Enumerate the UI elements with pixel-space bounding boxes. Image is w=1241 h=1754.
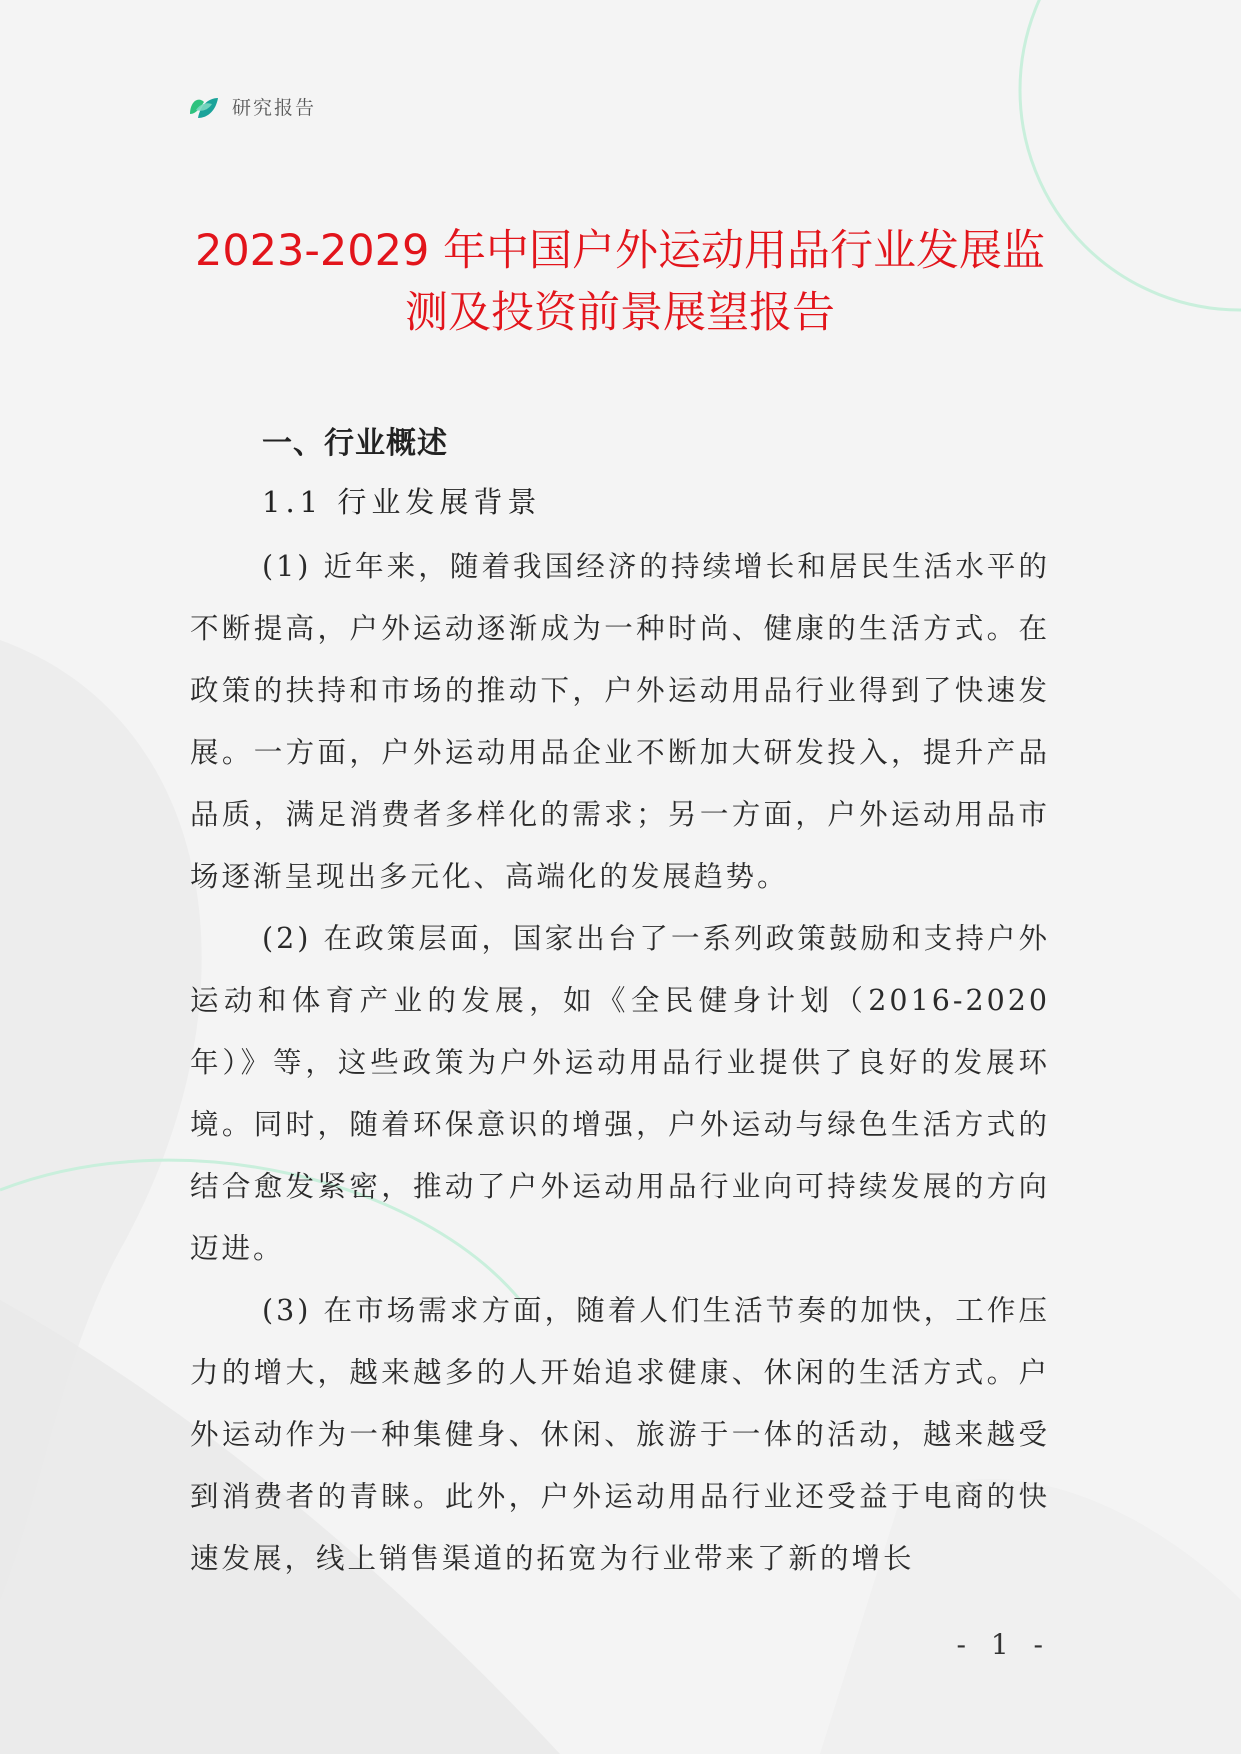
page-header (186, 86, 316, 126)
subsection-heading: 1.1 行业发展背景 (262, 485, 542, 519)
body-text (190, 536, 1050, 1590)
header-brand-text: 研究报告 (232, 96, 317, 119)
document-title (120, 220, 1120, 344)
document-title-line-1: 2023-2029 年中国户外运动用品行业发展监 (194, 226, 1046, 276)
document-title-line-2: 测及投资前景展望报告 (405, 288, 835, 338)
leaf-logo-icon (186, 88, 222, 124)
section-heading: 一、行业概述 (262, 426, 448, 461)
paragraph-3: (3) 在市场需求方面，随着人们生活节奏的加快，工作压力的增大，越来越多的人开始追求健康、休闲的生活方式。户外运动作为一种集健身、休闲、旅游于一体的活动，越来越受到消费者的青睐。此外，户外运动用品行业还受益于电商的快速发展，线上销售渠道的拓宽为行业带来了新的增长 (190, 1294, 1050, 1575)
paragraph-1: (1) 近年来，随着我国经济的持续增长和居民生活水平的不断提高，户外运动逐渐成为一种时尚、健康的生活方式。在政策的扶持和市场的推动下，户外运动用品行业得到了快速发展。一方面，户外运动用品企业不断加大研发投入，提升产品品质，满足消费者多样化的需求；另一方面，户外运动用品市场逐渐呈现出多元化、高端化的发展趋势。 (190, 550, 1050, 893)
paragraph-2: (2) 在政策层面，国家出台了一系列政策鼓励和支持户外运动和体育产业的发展，如《全民健身计划（2016-2020年）》等，这些政策为户外运动用品行业提供了良好的发展环境。同时，随着环保意识的增强，户外运动与绿色生活方式的结合愈发紧密，推动了户外运动用品行业向可持续发展的方向迈进。 (190, 922, 1050, 1265)
page-number: - 1 - (956, 1628, 1051, 1661)
